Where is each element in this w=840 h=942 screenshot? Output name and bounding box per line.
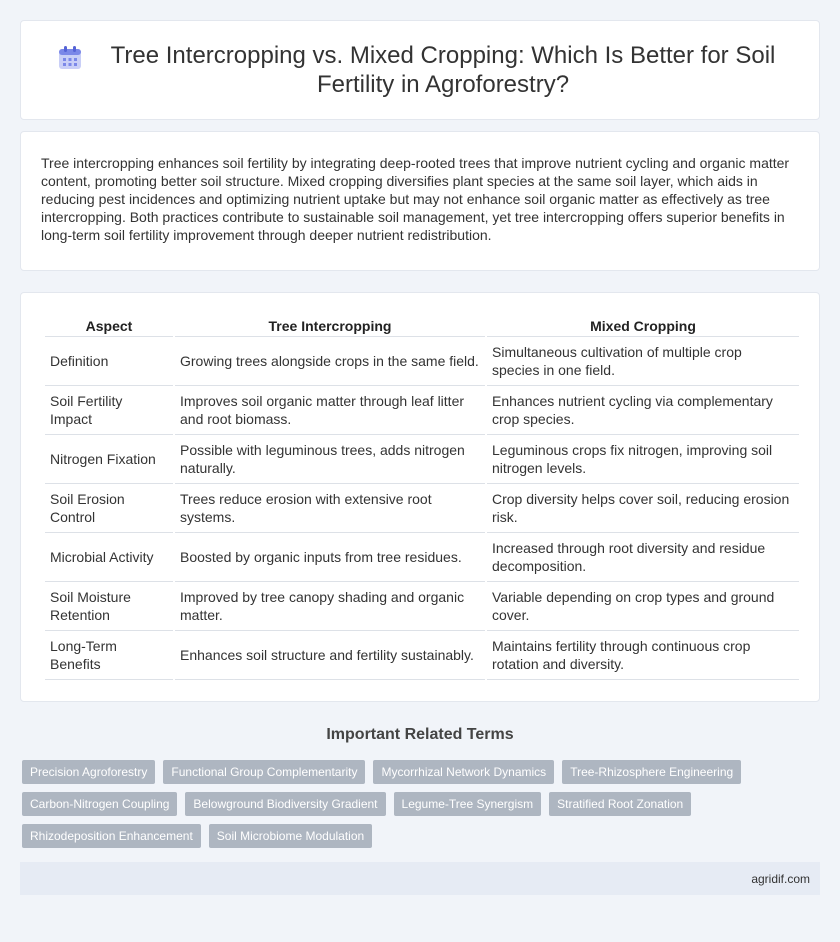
cell-mixed: Variable depending on crop types and ground cover.: [487, 582, 799, 631]
related-term-tag[interactable]: Functional Group Complementarity: [163, 760, 365, 784]
cell-aspect: Soil Fertility Impact: [45, 386, 173, 435]
table-row: [45, 484, 799, 533]
cell-tree: Possible with leguminous trees, adds nitrogen naturally.: [175, 435, 485, 484]
cell-tree: Improved by tree canopy shading and organic matter.: [175, 582, 485, 631]
intro-paragraph: Tree intercropping enhances soil fertility by integrating deep-rooted trees that improve nutrient cycling and organic matter content, promoting better soil structure. Mixed cropping diversifies plant species at the same soil layer, which aids in reducing pest incidences and optimizing nutrient uptake but may not enhance soil organic matter as effectively as tree intercropping. Both practices contribute to sustainable soil management, yet tree intercropping offers superior benefits in long-term soil fertility improvement through deeper nutrient redistribution.: [41, 155, 790, 243]
cell-aspect: Microbial Activity: [45, 533, 173, 582]
related-term-tag[interactable]: Rhizodeposition Enhancement: [22, 824, 201, 848]
header-mixed-cropping: Mixed Cropping: [487, 317, 799, 337]
intro-card: [20, 131, 820, 271]
cell-tree: Improves soil organic matter through leaf litter and root biomass.: [175, 386, 485, 435]
cell-aspect: Soil Moisture Retention: [45, 582, 173, 631]
related-term-tag[interactable]: Tree-Rhizosphere Engineering: [562, 760, 741, 784]
table-row: [45, 631, 799, 680]
related-term-tag[interactable]: Legume-Tree Synergism: [394, 792, 542, 816]
related-term-tag[interactable]: Belowground Biodiversity Gradient: [185, 792, 385, 816]
header-card: [20, 20, 820, 120]
related-terms-tags: [22, 760, 818, 848]
cell-mixed: Enhances nutrient cycling via complementary crop species.: [487, 386, 799, 435]
table-row: [45, 582, 799, 631]
table-header-row: [45, 317, 799, 337]
related-term-tag[interactable]: Precision Agroforestry: [22, 760, 155, 784]
footer: [20, 862, 820, 895]
footer-site-link[interactable]: agridif.com: [751, 871, 810, 886]
cell-aspect: Soil Erosion Control: [45, 484, 173, 533]
cell-aspect: Nitrogen Fixation: [45, 435, 173, 484]
related-term-tag[interactable]: Stratified Root Zonation: [549, 792, 691, 816]
table-row: [45, 533, 799, 582]
cell-mixed: Leguminous crops fix nitrogen, improving soil nitrogen levels.: [487, 435, 799, 484]
cell-tree: Growing trees alongside crops in the same field.: [175, 337, 485, 386]
cell-mixed: Crop diversity helps cover soil, reducing erosion risk.: [487, 484, 799, 533]
comparison-table: [43, 317, 801, 680]
header-inner: [57, 41, 783, 99]
table-row: [45, 435, 799, 484]
cell-mixed: Increased through root diversity and residue decomposition.: [487, 533, 799, 582]
header-aspect: Aspect: [45, 317, 173, 337]
table-row: [45, 386, 799, 435]
cell-aspect: Definition: [45, 337, 173, 386]
related-terms-title: Important Related Terms: [326, 726, 514, 743]
cell-aspect: Long-Term Benefits: [45, 631, 173, 680]
page-title: Tree Intercropping vs. Mixed Cropping: Which Is Better for Soil Fertility in Agroforestry?: [110, 42, 776, 98]
table-row: [45, 337, 799, 386]
related-term-tag[interactable]: Carbon-Nitrogen Coupling: [22, 792, 177, 816]
comparison-table-card: [20, 292, 820, 702]
cell-tree: Trees reduce erosion with extensive root systems.: [175, 484, 485, 533]
related-term-tag[interactable]: Soil Microbiome Modulation: [209, 824, 372, 848]
cell-mixed: Simultaneous cultivation of multiple crop species in one field.: [487, 337, 799, 386]
cell-mixed: Maintains fertility through continuous crop rotation and diversity.: [487, 631, 799, 680]
cell-tree: Boosted by organic inputs from tree residues.: [175, 533, 485, 582]
header-tree-intercropping: Tree Intercropping: [175, 317, 485, 337]
related-term-tag[interactable]: Mycorrhizal Network Dynamics: [373, 760, 554, 784]
cell-tree: Enhances soil structure and fertility sustainably.: [175, 631, 485, 680]
calendar-icon: [57, 45, 83, 71]
